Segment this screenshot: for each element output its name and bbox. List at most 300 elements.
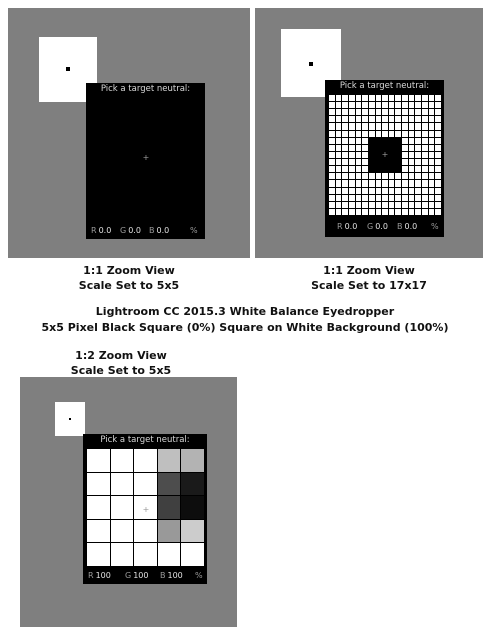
- white-sample-cell: [376, 209, 382, 215]
- white-sample-cell: [389, 123, 395, 129]
- panel-1-zoom-label: 1:1 Zoom View: [83, 264, 175, 277]
- white-sample-cell: [376, 102, 382, 108]
- white-sample-cell: [342, 109, 348, 115]
- black-sample-cell: [389, 152, 395, 158]
- white-sample-cell: [435, 152, 441, 158]
- white-sample-cell: [389, 180, 395, 186]
- black-sample-cell: [389, 166, 395, 172]
- loupe-title: Pick a target neutral:: [100, 84, 191, 94]
- white-sample-cell: [382, 188, 388, 194]
- white-sample-cell: [376, 95, 382, 101]
- white-sample-cell: [429, 180, 435, 186]
- white-sample-cell: [409, 173, 415, 179]
- white-sample-cell: [336, 188, 342, 194]
- white-sample-cell: [362, 102, 368, 108]
- rgb-readout: [83, 568, 207, 584]
- white-sample-cell: [329, 152, 335, 158]
- white-sample-cell: [395, 202, 401, 208]
- white-sample-cell: [415, 188, 421, 194]
- white-sample-cell: [409, 188, 415, 194]
- white-sample-cell: [422, 173, 428, 179]
- white-sample-cell: [409, 116, 415, 122]
- white-sample-cell: [342, 173, 348, 179]
- white-sample-cell: [356, 109, 362, 115]
- white-sample-cell: [342, 188, 348, 194]
- b-label: B: [160, 571, 166, 580]
- white-sample-cell: [395, 102, 401, 108]
- sample-cell: [158, 543, 181, 566]
- white-sample-cell: [329, 109, 335, 115]
- white-sample-cell: [369, 95, 375, 101]
- white-sample-cell: [369, 173, 375, 179]
- white-sample-cell: [382, 95, 388, 101]
- figure-title-line-1: Lightroom CC 2015.3 White Balance Eyedropper: [95, 305, 395, 318]
- white-sample-cell: [402, 173, 408, 179]
- panel-3-scale-label: Scale Set to 5x5: [70, 364, 172, 377]
- white-sample-cell: [435, 180, 441, 186]
- white-sample-cell: [336, 116, 342, 122]
- white-sample-cell: [342, 116, 348, 122]
- white-sample-cell: [349, 95, 355, 101]
- white-sample-cell: [409, 131, 415, 137]
- white-sample-cell: [336, 95, 342, 101]
- white-sample-cell: [435, 195, 441, 201]
- r-value: 100: [95, 571, 111, 580]
- white-sample-cell: [362, 195, 368, 201]
- white-sample-cell: [409, 166, 415, 172]
- white-sample-cell: [402, 152, 408, 158]
- white-sample-cell: [336, 173, 342, 179]
- white-sample-cell: [349, 159, 355, 165]
- sample-cell: [87, 473, 110, 496]
- white-sample-cell: [429, 195, 435, 201]
- panel-1-scale-label: Scale Set to 5x5: [78, 279, 180, 292]
- white-sample-cell: [342, 166, 348, 172]
- target-neutral-loupe: [86, 83, 205, 239]
- white-sample-cell: [356, 123, 362, 129]
- rgb-readout: [325, 219, 444, 235]
- white-sample-cell: [356, 209, 362, 215]
- sample-cell: [181, 449, 204, 472]
- white-sample-cell: [362, 152, 368, 158]
- white-sample-cell: [409, 195, 415, 201]
- white-sample-cell: [369, 209, 375, 215]
- white-sample-cell: [389, 102, 395, 108]
- black-sample-cell: [369, 166, 375, 172]
- white-sample-cell: [349, 145, 355, 151]
- white-sample-cell: [349, 166, 355, 172]
- white-sample-cell: [409, 95, 415, 101]
- white-sample-cell: [422, 195, 428, 201]
- black-sample-cell: [382, 159, 388, 165]
- white-sample-cell: [422, 166, 428, 172]
- white-sample-cell: [369, 195, 375, 201]
- white-sample-cell: [362, 166, 368, 172]
- white-sample-cell: [422, 123, 428, 129]
- black-sample-cell: [395, 145, 401, 151]
- sample-cell: [158, 496, 181, 519]
- white-sample-cell: [356, 145, 362, 151]
- white-sample-cell: [362, 209, 368, 215]
- white-sample-cell: [356, 152, 362, 158]
- white-sample-cell: [422, 202, 428, 208]
- white-sample-cell: [329, 159, 335, 165]
- white-sample-cell: [329, 123, 335, 129]
- white-sample-cell: [422, 188, 428, 194]
- white-sample-cell: [409, 123, 415, 129]
- white-sample-cell: [429, 173, 435, 179]
- white-sample-cell: [349, 202, 355, 208]
- r-label: R: [88, 571, 94, 580]
- white-sample-cell: [402, 116, 408, 122]
- white-sample-cell: [429, 95, 435, 101]
- white-sample-cell: [336, 209, 342, 215]
- black-sample-cell: [395, 159, 401, 165]
- figure-title-line-2: 5x5 Pixel Black Square (0%) Square on White Background (100%): [41, 321, 449, 334]
- white-sample-cell: [435, 159, 441, 165]
- white-sample-cell: [362, 123, 368, 129]
- white-sample-cell: [362, 95, 368, 101]
- white-sample-cell: [349, 188, 355, 194]
- white-sample-cell: [382, 102, 388, 108]
- white-sample-cell: [415, 109, 421, 115]
- percent-unit: %: [190, 226, 198, 235]
- white-sample-cell: [429, 166, 435, 172]
- white-sample-cell: [429, 188, 435, 194]
- black-sample-cell: [395, 152, 401, 158]
- white-sample-cell: [376, 195, 382, 201]
- white-background-sample: [55, 402, 85, 436]
- white-sample-cell: [369, 202, 375, 208]
- sample-cell: [134, 543, 157, 566]
- white-sample-cell: [356, 166, 362, 172]
- g-label: G: [125, 571, 132, 580]
- white-sample-cell: [349, 131, 355, 137]
- white-sample-cell: [395, 180, 401, 186]
- white-sample-cell: [342, 195, 348, 201]
- white-sample-cell: [369, 188, 375, 194]
- white-sample-cell: [422, 145, 428, 151]
- sample-cell: [158, 473, 181, 496]
- white-sample-cell: [402, 209, 408, 215]
- white-sample-cell: [356, 188, 362, 194]
- zoom-panel-1-1-5x5: [8, 8, 250, 258]
- white-sample-cell: [362, 159, 368, 165]
- white-sample-cell: [329, 173, 335, 179]
- white-sample-cell: [422, 159, 428, 165]
- white-sample-cell: [435, 109, 441, 115]
- white-sample-cell: [415, 209, 421, 215]
- white-sample-cell: [389, 116, 395, 122]
- white-sample-cell: [329, 145, 335, 151]
- sample-cell: [181, 543, 204, 566]
- white-sample-cell: [389, 131, 395, 137]
- white-sample-cell: [369, 180, 375, 186]
- white-sample-cell: [435, 202, 441, 208]
- white-sample-cell: [349, 152, 355, 158]
- white-sample-cell: [415, 102, 421, 108]
- black-sample-cell: [382, 166, 388, 172]
- white-sample-cell: [329, 209, 335, 215]
- white-sample-cell: [435, 95, 441, 101]
- zoom-panel-1-2-5x5: [20, 377, 237, 627]
- white-sample-cell: [356, 202, 362, 208]
- white-sample-cell: [349, 195, 355, 201]
- white-sample-cell: [415, 152, 421, 158]
- white-sample-cell: [329, 95, 335, 101]
- white-sample-cell: [422, 102, 428, 108]
- white-sample-cell: [369, 123, 375, 129]
- black-sample-cell: [389, 159, 395, 165]
- white-sample-cell: [362, 188, 368, 194]
- white-sample-cell: [409, 138, 415, 144]
- white-sample-cell: [389, 95, 395, 101]
- white-sample-cell: [429, 209, 435, 215]
- sample-cell: [158, 520, 181, 543]
- white-sample-cell: [342, 145, 348, 151]
- white-sample-cell: [415, 138, 421, 144]
- white-sample-cell: [349, 180, 355, 186]
- white-sample-cell: [415, 131, 421, 137]
- white-sample-cell: [382, 123, 388, 129]
- white-sample-cell: [376, 180, 382, 186]
- white-sample-cell: [395, 95, 401, 101]
- r-label: R: [91, 226, 97, 235]
- white-sample-cell: [415, 180, 421, 186]
- white-sample-cell: [389, 209, 395, 215]
- crosshair-icon: +: [142, 505, 150, 514]
- white-sample-cell: [422, 152, 428, 158]
- white-sample-cell: [382, 209, 388, 215]
- white-sample-cell: [356, 131, 362, 137]
- white-sample-cell: [415, 123, 421, 129]
- g-value: 0.0: [375, 222, 388, 231]
- sample-cell: [134, 449, 157, 472]
- black-sample-cell: [389, 138, 395, 144]
- black-sample-cell: [369, 159, 375, 165]
- white-sample-cell: [362, 202, 368, 208]
- white-sample-cell: [362, 173, 368, 179]
- loupe-title: Pick a target neutral:: [339, 81, 430, 91]
- white-sample-cell: [376, 123, 382, 129]
- white-sample-cell: [402, 145, 408, 151]
- white-sample-cell: [435, 138, 441, 144]
- crosshair-icon: +: [381, 150, 389, 159]
- white-sample-cell: [422, 138, 428, 144]
- white-sample-cell: [389, 173, 395, 179]
- white-sample-cell: [409, 209, 415, 215]
- target-neutral-loupe: [83, 434, 207, 584]
- sample-cell: [87, 449, 110, 472]
- white-sample-cell: [362, 109, 368, 115]
- black-target-square: [309, 62, 313, 66]
- white-sample-cell: [429, 109, 435, 115]
- white-sample-cell: [389, 195, 395, 201]
- white-sample-cell: [389, 109, 395, 115]
- white-sample-cell: [409, 152, 415, 158]
- b-label: B: [149, 226, 155, 235]
- loupe-title: Pick a target neutral:: [100, 435, 190, 445]
- white-sample-cell: [429, 116, 435, 122]
- r-value: 0.0: [98, 226, 112, 235]
- white-sample-cell: [409, 159, 415, 165]
- white-sample-cell: [356, 116, 362, 122]
- white-sample-cell: [349, 109, 355, 115]
- white-sample-cell: [422, 116, 428, 122]
- white-sample-cell: [369, 109, 375, 115]
- white-sample-cell: [336, 152, 342, 158]
- white-sample-cell: [415, 95, 421, 101]
- black-sample-cell: [369, 138, 375, 144]
- white-sample-cell: [376, 116, 382, 122]
- white-sample-cell: [376, 131, 382, 137]
- white-sample-cell: [429, 138, 435, 144]
- white-sample-cell: [342, 180, 348, 186]
- percent-unit: %: [431, 222, 439, 231]
- white-sample-cell: [329, 188, 335, 194]
- black-sample-cell: [382, 138, 388, 144]
- white-sample-cell: [336, 131, 342, 137]
- white-sample-cell: [402, 95, 408, 101]
- white-sample-cell: [429, 202, 435, 208]
- white-sample-cell: [402, 188, 408, 194]
- white-sample-cell: [422, 180, 428, 186]
- rgb-readout: [86, 223, 205, 239]
- white-sample-cell: [435, 173, 441, 179]
- white-sample-cell: [429, 159, 435, 165]
- black-target-square: [66, 67, 70, 71]
- white-sample-cell: [336, 202, 342, 208]
- white-sample-cell: [415, 159, 421, 165]
- b-value: 0.0: [156, 226, 170, 235]
- white-sample-cell: [376, 202, 382, 208]
- sample-cell: [111, 543, 134, 566]
- white-sample-cell: [422, 95, 428, 101]
- white-sample-cell: [336, 166, 342, 172]
- white-sample-cell: [369, 131, 375, 137]
- black-sample-cell: [389, 145, 395, 151]
- white-sample-cell: [342, 131, 348, 137]
- white-sample-cell: [422, 109, 428, 115]
- b-value: 0.0: [404, 222, 418, 231]
- white-sample-cell: [336, 180, 342, 186]
- white-sample-cell: [435, 123, 441, 129]
- black-sample-cell: [376, 138, 382, 144]
- white-sample-cell: [415, 116, 421, 122]
- white-sample-cell: [415, 202, 421, 208]
- white-sample-cell: [402, 131, 408, 137]
- white-sample-cell: [362, 138, 368, 144]
- white-sample-cell: [382, 131, 388, 137]
- white-sample-cell: [415, 166, 421, 172]
- white-sample-cell: [402, 195, 408, 201]
- r-label: R: [337, 222, 343, 231]
- white-sample-cell: [356, 180, 362, 186]
- white-sample-cell: [356, 195, 362, 201]
- black-sample-cell: [395, 166, 401, 172]
- white-sample-cell: [342, 102, 348, 108]
- white-sample-cell: [362, 116, 368, 122]
- white-sample-cell: [415, 145, 421, 151]
- white-sample-cell: [356, 159, 362, 165]
- white-sample-cell: [395, 123, 401, 129]
- panel-2-zoom-label: 1:1 Zoom View: [323, 264, 415, 277]
- sample-cell: [134, 473, 157, 496]
- g-value: 0.0: [128, 226, 141, 235]
- sample-cell: [134, 520, 157, 543]
- g-label: G: [367, 222, 374, 231]
- white-sample-cell: [382, 202, 388, 208]
- sample-cell: [87, 543, 110, 566]
- white-sample-cell: [395, 195, 401, 201]
- white-sample-cell: [342, 202, 348, 208]
- white-sample-cell: [422, 209, 428, 215]
- white-sample-cell: [342, 152, 348, 158]
- white-sample-cell: [336, 159, 342, 165]
- white-sample-cell: [356, 138, 362, 144]
- sample-cell: [87, 520, 110, 543]
- white-sample-cell: [356, 102, 362, 108]
- sample-cell: [111, 520, 134, 543]
- white-sample-cell: [435, 131, 441, 137]
- white-sample-cell: [376, 188, 382, 194]
- white-sample-cell: [422, 131, 428, 137]
- white-sample-cell: [342, 95, 348, 101]
- white-sample-cell: [382, 195, 388, 201]
- white-sample-cell: [336, 145, 342, 151]
- white-sample-cell: [435, 209, 441, 215]
- white-sample-cell: [376, 173, 382, 179]
- white-sample-cell: [329, 202, 335, 208]
- white-sample-cell: [342, 138, 348, 144]
- white-sample-cell: [349, 173, 355, 179]
- white-sample-cell: [356, 95, 362, 101]
- white-sample-cell: [382, 180, 388, 186]
- white-sample-cell: [409, 109, 415, 115]
- white-sample-cell: [395, 131, 401, 137]
- target-neutral-loupe: [325, 80, 444, 237]
- white-sample-cell: [336, 123, 342, 129]
- white-sample-cell: [395, 116, 401, 122]
- black-target-square: [69, 418, 71, 420]
- white-sample-cell: [402, 138, 408, 144]
- white-sample-cell: [402, 123, 408, 129]
- white-sample-cell: [349, 102, 355, 108]
- white-sample-cell: [435, 145, 441, 151]
- black-sample-cell: [369, 152, 375, 158]
- white-sample-cell: [349, 116, 355, 122]
- white-sample-cell: [336, 195, 342, 201]
- white-sample-cell: [342, 123, 348, 129]
- white-sample-cell: [382, 173, 388, 179]
- white-sample-cell: [362, 131, 368, 137]
- r-value: 0.0: [344, 222, 358, 231]
- white-sample-cell: [349, 123, 355, 129]
- white-sample-cell: [389, 188, 395, 194]
- g-value: 100: [133, 571, 149, 580]
- white-sample-cell: [329, 116, 335, 122]
- white-sample-cell: [402, 109, 408, 115]
- white-sample-cell: [429, 131, 435, 137]
- white-sample-cell: [329, 131, 335, 137]
- white-sample-cell: [369, 102, 375, 108]
- white-sample-cell: [356, 173, 362, 179]
- zoom-panel-1-1-17x17: [255, 8, 483, 258]
- white-sample-cell: [395, 188, 401, 194]
- black-sample-cell: [376, 166, 382, 172]
- white-sample-cell: [329, 138, 335, 144]
- b-value: 100: [167, 571, 183, 580]
